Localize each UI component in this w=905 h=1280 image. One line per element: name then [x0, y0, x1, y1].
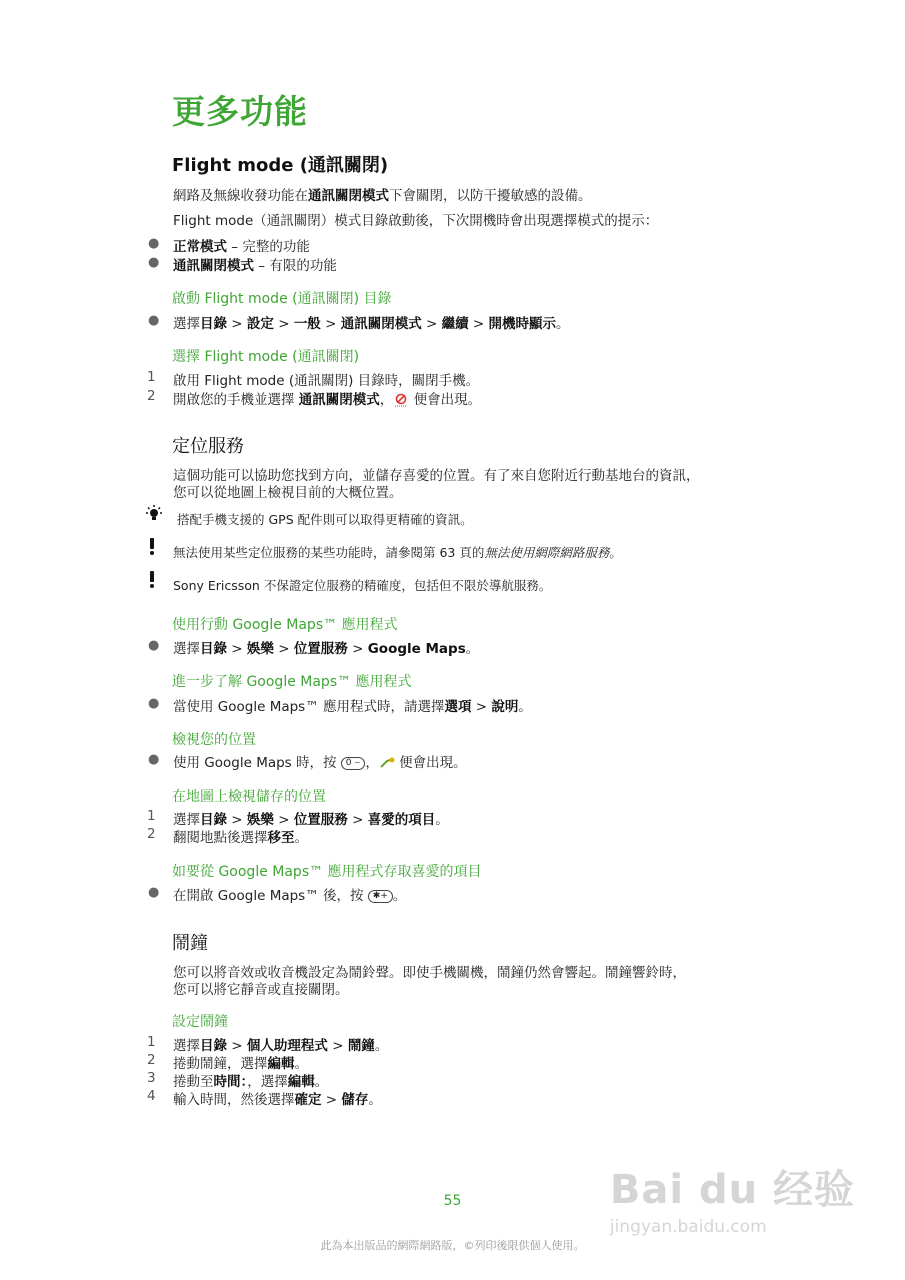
text: 。 [294, 830, 308, 846]
step-number: 1 [147, 808, 156, 824]
warning-note-2: Sony Ericsson 不保證定位服務的精確度，包括但不限於導航服務。 [173, 578, 552, 593]
text-bold: 開機時顯示 [488, 316, 557, 332]
instruction-step [173, 695, 532, 715]
text: 當使用 Google Maps™ 應用程式時，請選擇 [173, 699, 445, 715]
instruction-step [173, 1070, 328, 1090]
warning-exclamation-icon [148, 538, 156, 560]
step-number: 3 [147, 1070, 156, 1086]
text: > [273, 641, 294, 657]
instruction-step [173, 637, 479, 657]
flight-mode-paragraph-2: Flight mode（通訊關閉）模式目錄啟動後，下次開機時會出現選擇模式的提示： [173, 213, 659, 229]
text: ， [365, 755, 379, 771]
text: ，選擇 [247, 1074, 288, 1090]
text-bold: 通訊關閉模式 [308, 188, 389, 204]
text-bold: 一般 [293, 316, 321, 332]
text-bold: 繼續 [441, 316, 469, 332]
view-location-heading: 檢視您的位置 [172, 732, 256, 748]
text: 無法使用某些定位服務的某些功能時，請參閱第 63 頁的 [173, 545, 485, 560]
text: 。 [435, 812, 449, 828]
text: > [227, 812, 247, 828]
text: 下會關閉，以防干擾敏感的設備。 [389, 188, 592, 204]
alarm-paragraph-line-1: 您可以將音效或收音機設定為鬧鈴聲。即使手機關機，鬧鐘仍然會響起。鬧鐘響鈴時， [173, 965, 686, 981]
text-bold: 目錄 [200, 812, 227, 828]
step-number: 1 [147, 369, 156, 385]
text: 。 [374, 1038, 389, 1054]
text: 在開啟 Google Maps™ 後，按 [173, 888, 368, 904]
instruction-step [173, 388, 481, 408]
page-title: 更多功能 [172, 92, 308, 131]
access-favorites-heading: 如要從 Google Maps™ 應用程式存取喜愛的項目 [172, 864, 482, 880]
text: 便會出現。 [394, 755, 467, 771]
use-google-maps-heading: 使用行動 Google Maps™ 應用程式 [172, 617, 398, 633]
text-bold: 儲存 [341, 1092, 369, 1108]
enable-flight-mode-heading: 啟動 Flight mode (通訊關閉) 目錄 [172, 291, 392, 307]
text-bold: 確定 [294, 1092, 322, 1108]
tip-note: 搭配手機支援的 GPS 配件則可以取得更精確的資訊。 [177, 512, 473, 527]
text: > [327, 1038, 348, 1054]
zero-key-icon: 0 ⌣ [341, 757, 366, 770]
text-bold: 移至 [267, 830, 295, 846]
text: 。 [518, 699, 532, 715]
text-bold: 目錄 [200, 316, 227, 332]
text-bold: 娛樂 [246, 641, 274, 657]
location-marker-icon [379, 757, 395, 769]
text: – 有限的功能 [254, 258, 337, 274]
text-bold: 目錄 [200, 1038, 227, 1054]
text: 。 [294, 1056, 308, 1072]
text: 選擇 [173, 812, 200, 828]
location-paragraph-line-1: 這個功能可以協助您找到方向，並儲存喜愛的位置。有了來自您附近行動基地台的資訊， [173, 468, 700, 484]
instruction-step [173, 312, 570, 332]
flight-mode-paragraph-1 [173, 184, 592, 204]
flight-mode-heading: Flight mode (通訊關閉) [172, 155, 389, 176]
bullet-icon: ● [148, 638, 160, 653]
bullet-icon: ● [148, 885, 160, 900]
text-bold: 個人助理程式 [246, 1038, 328, 1054]
watermark-logo: Bai du 经验 [609, 1167, 855, 1213]
baidu-watermark [610, 1158, 855, 1237]
text: > [321, 1092, 342, 1108]
text: > [347, 812, 368, 828]
text-bold: 通訊關閉模式 [298, 392, 380, 408]
text-italic: 無法使用網際網路服務 [484, 545, 610, 560]
instruction-step [173, 1052, 308, 1072]
step-number: 2 [147, 388, 156, 404]
instruction-step: 啟用 Flight mode (通訊關閉) 目錄時，關閉手機。 [173, 373, 480, 389]
watermark-url: jingyan.baidu.com [609, 1217, 767, 1237]
text: > [320, 316, 341, 332]
text: ， [379, 392, 394, 408]
text: > [227, 316, 247, 332]
text: 網路及無線收發功能在 [173, 188, 308, 204]
instruction-step [173, 1034, 388, 1054]
text-bold: 目錄 [200, 641, 227, 657]
text: 選擇 [173, 1038, 200, 1054]
instruction-step [173, 808, 449, 828]
instruction-step [173, 826, 308, 846]
text: 輸入時間，然後選擇 [173, 1092, 295, 1108]
text: 翻閱地點後選擇 [173, 830, 268, 846]
view-saved-locations-heading: 在地圖上檢視儲存的位置 [172, 789, 326, 805]
bullet-icon: ● [148, 696, 160, 711]
list-item [173, 235, 310, 255]
text: 選擇 [173, 316, 200, 332]
instruction-step [173, 884, 406, 904]
bullet-icon: ● [148, 255, 160, 270]
text: 捲動鬧鐘，選擇 [173, 1056, 268, 1072]
learn-google-maps-heading: 進一步了解 Google Maps™ 應用程式 [172, 674, 412, 690]
text: 。 [556, 316, 570, 332]
alarm-heading: 鬧鐘 [172, 933, 208, 954]
text-bold: 位置服務 [293, 812, 348, 828]
text-bold: 設定 [246, 316, 274, 332]
text-bold: 選項 [444, 699, 472, 715]
text: > [471, 699, 492, 715]
text: 。 [392, 888, 407, 904]
text: > [347, 641, 368, 657]
text: 。 [368, 1092, 382, 1108]
instruction-step [173, 751, 467, 771]
text: – 完整的功能 [227, 239, 310, 255]
page-number: 55 [443, 1193, 462, 1209]
text: 便會出現。 [409, 392, 482, 408]
text-bold: 位置服務 [293, 641, 348, 657]
text-bold: 時間： [213, 1074, 248, 1090]
bullet-icon: ● [148, 236, 160, 251]
text: 。 [314, 1074, 329, 1090]
warning-exclamation-icon [148, 571, 156, 593]
text: > [273, 812, 294, 828]
location-paragraph-line-2: 您可以從地圖上檢視目前的大概位置。 [173, 485, 403, 501]
text: > [227, 1038, 247, 1054]
bullet-icon: ● [148, 313, 160, 328]
text-bold: 通訊關閉模式 [340, 316, 422, 332]
alarm-paragraph-line-2: 您可以將它靜音或直接關閉。 [173, 982, 349, 998]
text: 。 [609, 545, 622, 560]
text-bold: 喜愛的項目 [367, 812, 436, 828]
text-bold: 編輯 [267, 1056, 295, 1072]
set-alarm-heading: 設定鬧鐘 [172, 1014, 228, 1030]
text: 捲動至 [173, 1074, 214, 1090]
text-bold: 說明 [491, 699, 519, 715]
step-number: 2 [147, 826, 156, 842]
text: 。 [465, 641, 480, 657]
star-key-icon: ✱+ [368, 890, 393, 903]
bullet-icon: ● [148, 752, 160, 767]
flight-mode-icon [393, 393, 409, 407]
text-bold: 編輯 [287, 1074, 315, 1090]
text-bold: 鬧鐘 [347, 1038, 375, 1054]
location-services-heading: 定位服務 [172, 436, 244, 457]
text: > [421, 316, 442, 332]
text-bold: 娛樂 [246, 812, 274, 828]
text: 使用 Google Maps 時，按 [173, 755, 341, 771]
text: > [227, 641, 247, 657]
text-bold: 正常模式 [173, 239, 227, 255]
tip-lightbulb-icon [143, 505, 165, 529]
text: > [468, 316, 489, 332]
step-number: 1 [147, 1034, 156, 1050]
list-item [173, 254, 337, 274]
footer-note: 此為本出版品的網際網路版，©列印後限供個人使用。 [320, 1239, 585, 1252]
instruction-step [173, 1088, 382, 1108]
text: 選擇 [173, 641, 200, 657]
select-flight-mode-heading: 選擇 Flight mode (通訊關閉) [172, 349, 360, 365]
text-bold: Google Maps [367, 641, 466, 657]
step-number: 2 [147, 1052, 156, 1068]
text: 開啟您的手機並選擇 [173, 392, 299, 408]
warning-note-1 [173, 543, 622, 561]
text: > [273, 316, 294, 332]
step-number: 4 [147, 1088, 156, 1104]
text-bold: 通訊關閉模式 [173, 258, 254, 274]
